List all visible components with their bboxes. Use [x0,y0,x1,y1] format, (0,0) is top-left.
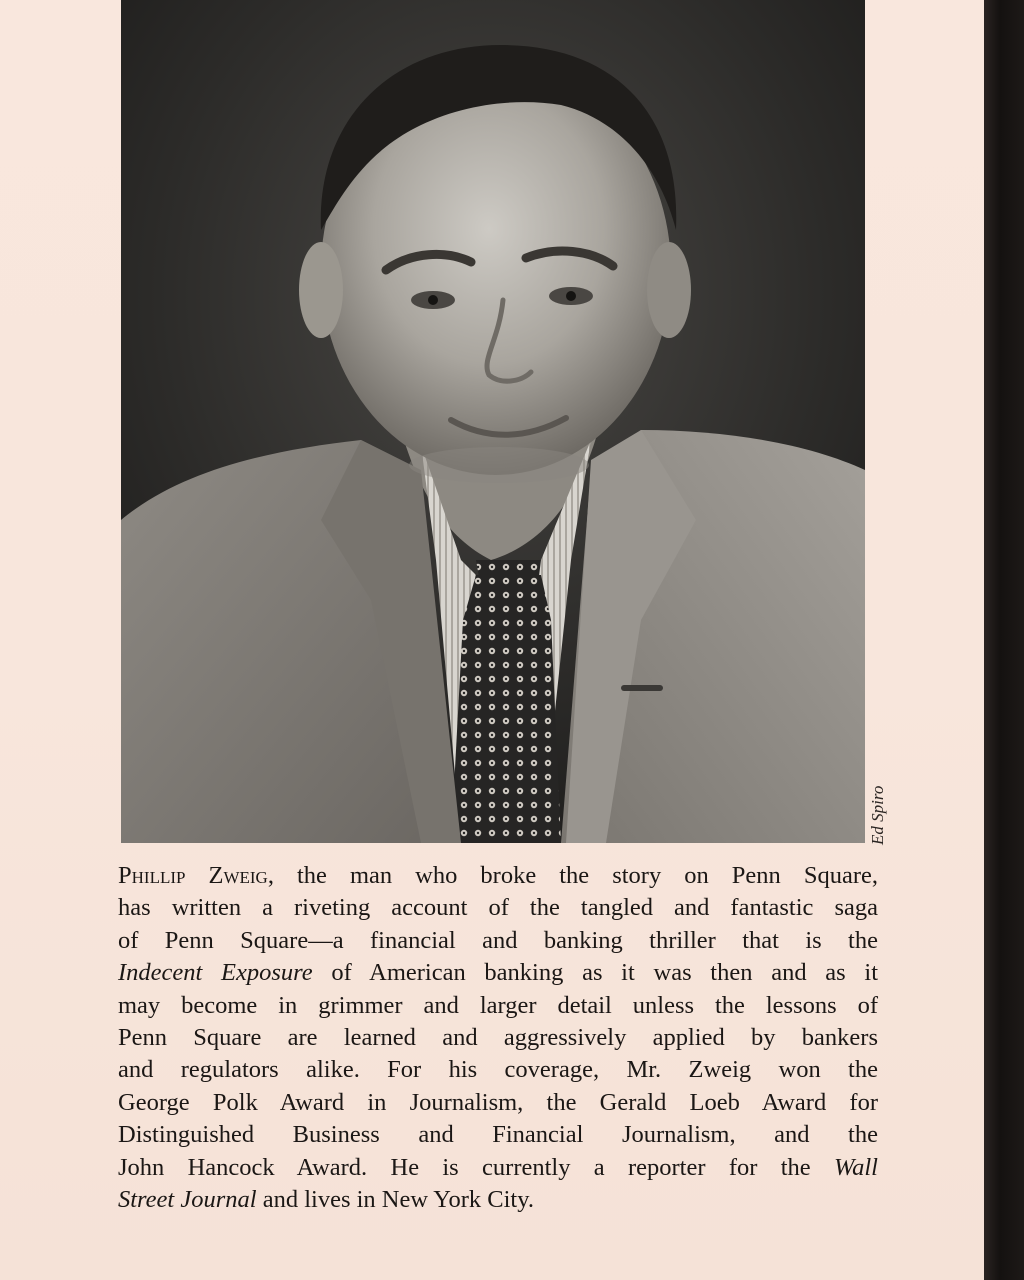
bio-text-run: Indecent Exposure [118,959,313,987]
bio-line [118,860,878,892]
author-photo [121,0,865,843]
author-bio [118,860,878,1216]
bio-line [118,1054,878,1086]
bio-line [118,1119,878,1151]
bio-line [118,990,878,1022]
photo-credit: Ed Spiro [868,785,887,845]
bio-text-run: Street Journal [118,1186,257,1214]
bio-line [118,1152,878,1184]
bio-text-run: and lives in New York City. [256,1186,535,1214]
bio-text-run: John Hancock Award. He is currently a reporter for the [118,1153,834,1181]
jacket-spine-edge [984,0,1024,1280]
bio-text-run: of American banking as it was then and as it [312,959,878,987]
bio-text-run: Wall [833,1153,878,1181]
bio-text-run: Distinguished Business and Financial Journalism, and the [118,1121,878,1149]
bio-text-run: may become in grimmer and larger detail unless the lessons of [118,991,878,1019]
bio-text-run: George Polk Award in Journalism, the Gerald Loeb Award for [118,1088,878,1116]
bio-text-run: and regulators alike. For his coverage, Mr. Zweig won the [118,1056,878,1084]
bio-line [118,1184,878,1216]
bio-line [118,1087,878,1119]
bio-text-run: , the man who broke the story on Penn Square, [267,862,878,889]
bio-text-run: has written a riveting account of the tangled and fantastic saga [118,894,878,922]
bio-text-run: Phillip Zweig [118,862,268,889]
bio-text-run: Penn Square are learned and aggressively applied by bankers [118,1024,878,1052]
bio-line [118,1022,878,1054]
bio-line [118,957,878,989]
bio-line [118,925,878,957]
bio-text-run: of Penn Square—a financial and banking thriller that is the [118,926,878,954]
bio-line [118,892,878,924]
